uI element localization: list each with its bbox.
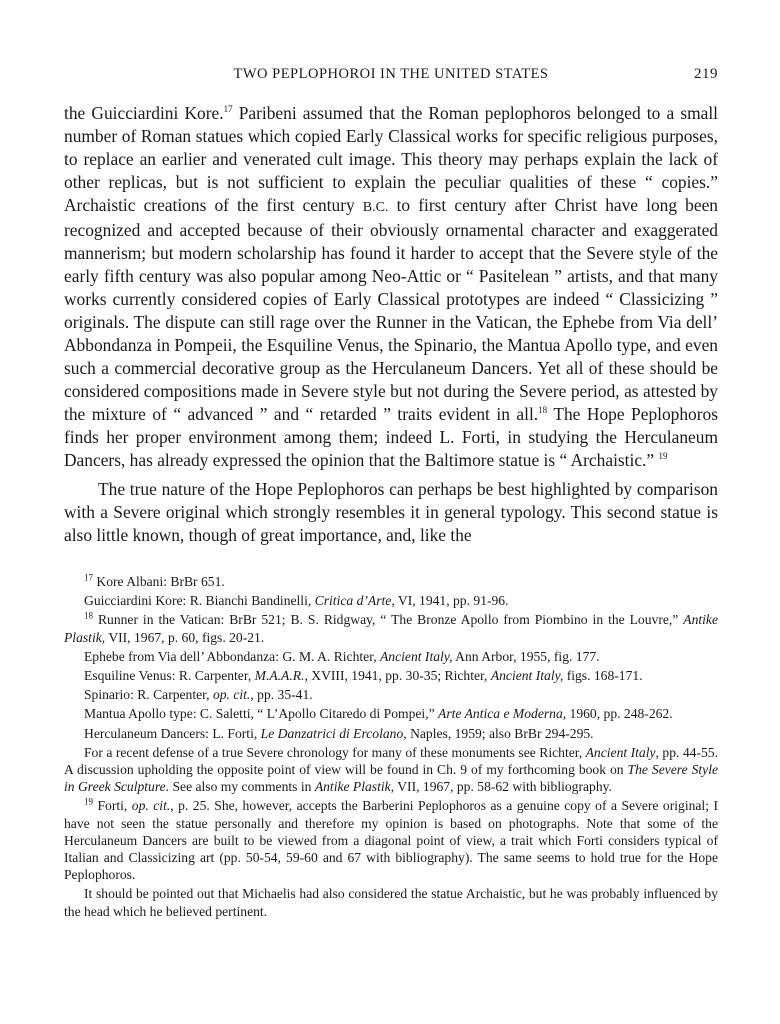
text-run: . See also my comments in	[165, 779, 315, 795]
text-run: , p. 25. She, however, accepts the Barberini Peplophoros as a genuine copy of a Severe original; I have not seen the statue personally and therefore my opinion is based on photographs. Note that some of the Herculaneum Dancers are built to be viewed from a diagonal point of view, a trait which Forti considers typical of Italian and Classicizing art (pp. 50-54, 59-60 and 67 with bibliography). The same seems to hold true for the Hope Peplophoros.	[64, 798, 718, 883]
text-run: Herculaneum Dancers: L. Forti,	[84, 725, 261, 741]
italic-title: op. cit.	[212, 687, 251, 703]
text-run: , VII, 1967, p. 60, figs. 20-21.	[101, 629, 265, 645]
text-run: Forti,	[93, 798, 132, 814]
italic-title: Arte Antica e Moderna,	[438, 706, 567, 722]
footnote-18-entry	[64, 686, 718, 703]
paragraph-1	[64, 102, 718, 472]
footnote-18-entry	[64, 648, 718, 665]
footnotes	[64, 573, 718, 920]
italic-title: Ancient Italy,	[490, 668, 564, 684]
italic-title: Le Danzatrici di Ercolano	[260, 725, 404, 741]
text-run: Guicciardini Kore: R. Bianchi Bandinelli,	[84, 593, 315, 609]
text-run: The Hope Peplophoros finds her proper environment among them; indeed L. Forti, in studying the Herculaneum Dancers, has already expressed the opinion that the Baltimore statue is “ Archaistic.”	[64, 404, 719, 470]
text-run: For a recent defense of a true Severe chronology for many of these monuments see Richter,	[84, 744, 586, 760]
text-run: , pp. 44-55. A discussion upholding the opposite point of view will be found in Ch. 9 of my forthcoming book on	[64, 744, 718, 778]
footnote-19-entry: It should be pointed out that Michaelis had also considered the statue Archaistic, but he was probably influenced by the head which he believed pertinent.	[64, 886, 718, 919]
running-title: TWO PEPLOPHOROI IN THE UNITED STATES	[233, 66, 549, 82]
text-run: Spinario: R. Carpenter,	[84, 687, 213, 703]
footnote-18-entry	[64, 725, 718, 742]
footnote-19	[64, 797, 718, 883]
italic-title: M.A.A.R.	[254, 668, 305, 684]
text-run: figs. 168-171.	[563, 668, 643, 684]
paragraph-2: The true nature of the Hope Peplophoros can perhaps be best highlighted by comparison with a Severe original which strongly resembles it in general typology. This second statue is also little known, though of great importance, and, like the	[64, 479, 718, 545]
italic-title: Antike Plastik	[64, 612, 718, 645]
footnote-number: 19	[84, 796, 93, 807]
footnote-18-entry	[64, 744, 718, 796]
text-run: the Guicciardini Kore.	[64, 103, 224, 123]
italic-title: Critica d’Arte	[314, 593, 392, 609]
footnote-ref-19: 19	[658, 451, 668, 462]
era-abbreviation: B.C.	[362, 200, 389, 215]
footnote-number: 17	[84, 572, 93, 583]
italic-title: Antike Plastik	[314, 779, 391, 795]
text-run: Ephebe from Via dell’ Abbondanza: G. M. A. Richter,	[84, 648, 380, 664]
text-run: , XVIII, 1941, pp. 30-35; Richter,	[304, 668, 491, 684]
text-run: , pp. 35-41.	[250, 687, 313, 703]
text-run: Runner in the Vatican: BrBr 521; B. S. Ridgway, “ The Bronze Apollo from Piombino in the Louvre,”	[93, 612, 684, 628]
text-run: to first century after Christ have long been recognized and accepted because of their obviously ornamental character and exaggerated mannerism; but modern scholarship has found it harder to accept that the Severe style of the early fifth century was also popular among Neo-Attic or “ Pasitelean ” artists, and that many works currently considered copies of Early Classical prototypes are indeed “ Classicizing ” originals. The dispute can still rage over the Runner in the Vatican, the Ephebe from Via dell’ Abbondanza in Pompeii, the Esquiline Venus, the Spinario, the Mantua Apollo type, and even such a commercial decorative group as the Herculaneum Dancers. Yet all of these should be considered compositions made in Severe style but not during the Severe period, as attested by the mixture of “ advanced ” and “ retarded ” traits evident in all.	[64, 195, 718, 424]
text-run: , VI, 1941, pp. 91-96.	[391, 593, 509, 609]
body-text	[64, 102, 718, 547]
page	[64, 60, 718, 920]
text-run: , Naples, 1959; also BrBr 294-295.	[403, 725, 594, 741]
footnote-18	[64, 611, 718, 645]
italic-title: op. cit.	[131, 798, 171, 814]
italic-title: The Severe Style in Greek Sculpture	[64, 762, 719, 795]
text-run: , VII, 1967, pp. 58-62 with bibliography.	[390, 779, 612, 795]
text-run: Esquiline Venus: R. Carpenter,	[84, 668, 255, 684]
footnote-17	[64, 573, 718, 590]
text-run: Mantua Apollo type: C. Saletti, “ L’Apollo Citaredo di Pompei,”	[84, 706, 439, 722]
footnote-17-entry	[64, 592, 718, 609]
text-run: Ann Arbor, 1955, fig. 177.	[452, 648, 600, 664]
text-run: Paribeni assumed that the Roman peplophoros belonged to a small number of Roman statues which copied Early Classical works for specific religious purposes, to replace an earlier and venerated cult image. This theory may perhaps explain the lack of other replicas, but is not sufficient to explain the peculiar qualities of these “ copies.” Archaistic creations of the first century	[64, 103, 718, 215]
footnote-18-entry	[64, 667, 718, 684]
italic-title: Ancient Italy,	[380, 648, 453, 664]
footnote-ref-17: 17	[223, 104, 233, 115]
text-run: Kore Albani: BrBr 651.	[93, 574, 225, 589]
page-number: 219	[694, 66, 718, 82]
footnote-number: 18	[84, 610, 93, 621]
footnote-18-entry	[64, 705, 718, 722]
footnote-ref-18: 18	[538, 405, 548, 416]
running-header	[64, 60, 718, 88]
italic-title: Ancient Italy	[585, 744, 656, 760]
text-run: 1960, pp. 248-262.	[566, 706, 673, 722]
